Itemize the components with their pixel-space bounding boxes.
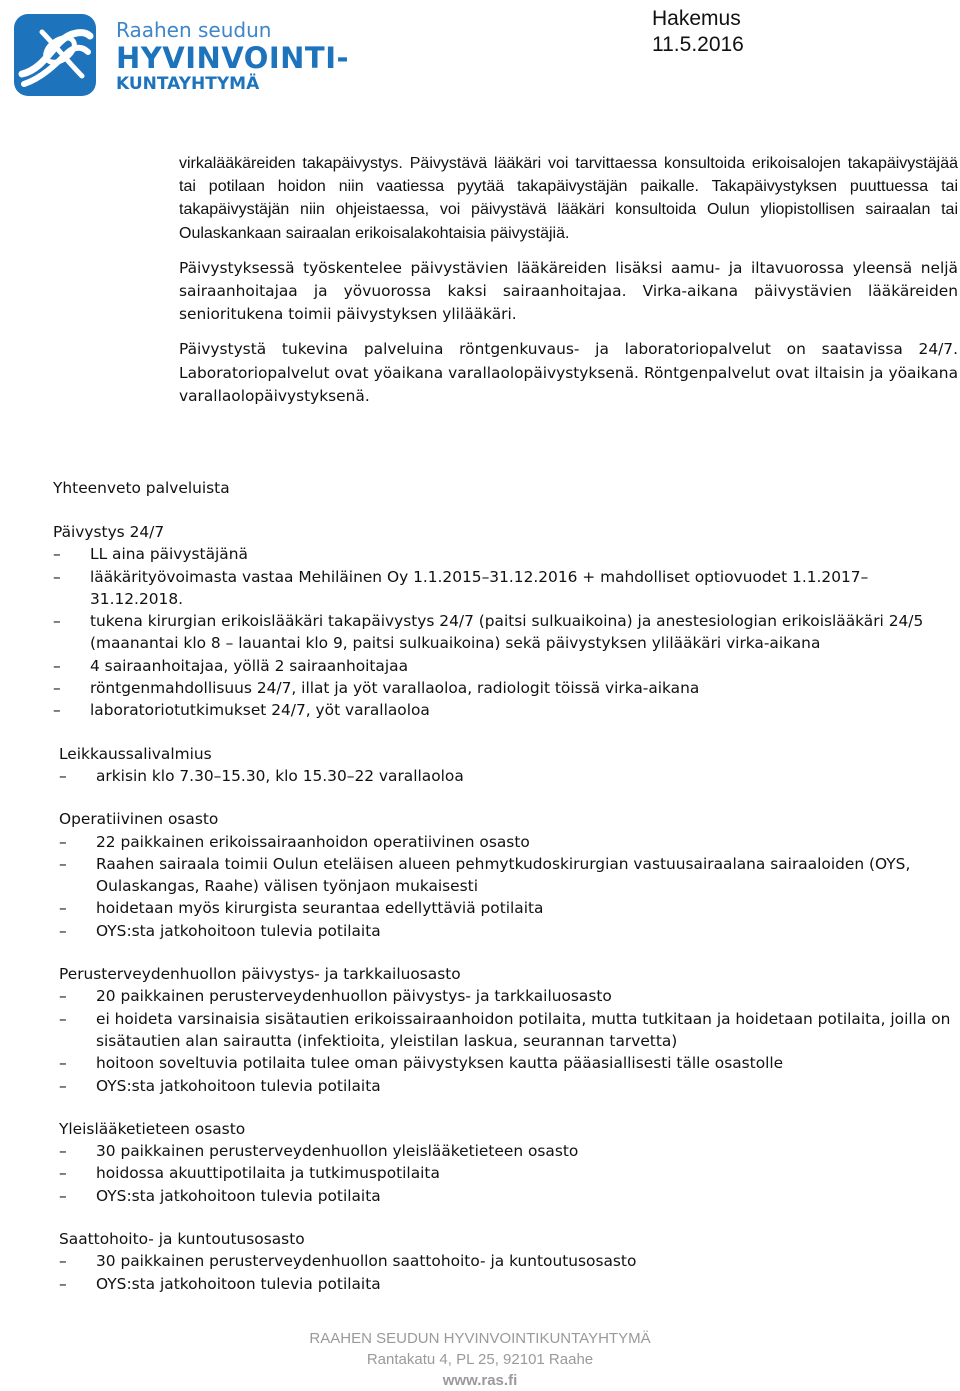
list-item (59, 831, 958, 853)
intro-text (179, 152, 958, 420)
logo-line-3: KUNTAYHTYMÄ (116, 74, 260, 94)
list-item (53, 543, 958, 565)
list-item (59, 1008, 958, 1053)
logo-line-1: Raahen seudun (116, 18, 272, 42)
section-leikkaussalivalmius (59, 743, 958, 788)
list-item (59, 985, 958, 1007)
footer-address: Rantakatu 4, PL 25, 92101 Raahe (366, 1351, 594, 1368)
list-item (59, 1185, 958, 1207)
section-paivystys-ja-tarkkailuosasto (59, 963, 958, 1097)
document-type: Hakemus (652, 7, 741, 30)
section-paivystys (53, 521, 958, 722)
list-item (59, 1052, 958, 1074)
dash-bullet: – (53, 679, 61, 698)
intro-paragraph-2: Päivystyksessä työskentelee päivystävien lääkäreiden lisäksi aamu- ja iltavuorossa yleensä neljä sairaanhoitajaa ja yövuorossa kaksi sairaanhoitajaa. Virka-aikana päivystävien lääkäreiden senioritukena toimii päivystyksen ylilääkäri. (179, 258, 958, 324)
list-item-text: tukena kirurgian erikoislääkäri takapäivystys 24/7 (paitsi sulkuaikoina) ja anestesiologian erikoislääkäri 24/5 (maanantai klo 8 – lauantai klo 9, paitsi sulkuaikoina) sekä päivystyksen ylilääkäri virka-aikana (90, 612, 924, 653)
dash-bullet: – (59, 921, 67, 940)
list-item (53, 655, 958, 677)
list-item (59, 1273, 958, 1295)
list-item-text: arkisin klo 7.30–15.30, klo 15.30–22 varallaoloa (96, 766, 464, 785)
dash-bullet: – (59, 1186, 67, 1205)
footer-organization: RAAHEN SEUDUN HYVINVOINTIKUNTAYHTYMÄ (309, 1330, 651, 1347)
section-title: Yleislääketieteen osasto (59, 1119, 246, 1138)
list-item (59, 853, 958, 898)
list-item-text: 22 paikkainen erikoissairaanhoidon operatiivinen osasto (96, 832, 530, 851)
dash-bullet: – (59, 766, 67, 785)
list-item-text: 4 sairaanhoitajaa, yöllä 2 sairaanhoitajaa (90, 656, 408, 675)
dash-bullet: – (53, 567, 61, 586)
dash-bullet: – (59, 1076, 67, 1095)
dash-bullet: – (59, 1009, 67, 1028)
section-saattohoito-ja-kuntoutusosasto (59, 1228, 958, 1295)
logo-line-2: HYVINVOINTI- (116, 41, 350, 75)
services-summary (53, 477, 958, 1316)
section-list (59, 831, 958, 942)
list-item-text: hoidossa akuuttipotilaita ja tutkimuspotilaita (96, 1164, 440, 1183)
list-item-text: ei hoideta varsinaisia sisätautien erikoissairaanhoidon potilaita, mutta tutkitaan ja hoidetaan potilaita, joilla on sisätautien alan sairautta (infektioita, yleistilan laskua, seurannan tarvetta) (96, 1009, 951, 1050)
section-list (59, 1140, 958, 1207)
list-item-text: 30 paikkainen perusterveydenhuollon yleislääketieteen osasto (96, 1142, 579, 1161)
list-item-text: LL aina päivystäjänä (90, 545, 248, 564)
section-title: Leikkaussalivalmius (59, 744, 212, 763)
organization-logo (12, 12, 350, 100)
list-item (59, 1250, 958, 1272)
list-item (59, 1075, 958, 1097)
dash-bullet: – (59, 832, 67, 851)
list-item-text: laboratoriotutkimukset 24/7, yöt varallaoloa (90, 701, 430, 720)
list-item (53, 677, 958, 699)
dash-bullet: – (59, 899, 67, 918)
section-title: Operatiivinen osasto (59, 810, 219, 829)
dash-bullet: – (59, 1274, 67, 1293)
list-item-text: Raahen sairaala toimii Oulun eteläisen alueen pehmytkudoskirurgian vastuusairaalana sairaaloiden (OYS, Oulaskangas, Raahe) välisen työnjaon mukaisesti (96, 854, 911, 896)
section-title: Perusterveydenhuollon päivystys- ja tarkkailuosasto (59, 965, 461, 984)
document-date: 11.5.2016 (652, 33, 744, 56)
footer-website: www.ras.fi (442, 1372, 518, 1389)
dash-bullet: – (59, 854, 67, 873)
list-item (59, 1162, 958, 1184)
section-title: Saattohoito- ja kuntoutusosasto (59, 1230, 305, 1249)
section-operatiivinen-osasto (59, 808, 958, 942)
dash-bullet: – (59, 1164, 67, 1183)
list-item-text: OYS:sta jatkohoitoon tulevia potilaita (96, 1076, 381, 1095)
intro-paragraph-1: virkalääkäreiden takapäivystys. Päivystävä lääkäri voi tarvittaessa konsultoida erikoisalojen takapäivystäjää tai potilaan hoidon niin vaatiessa pyytää takapäivystäjän paikalle. Takapäivystyksen puuttuessa tai takapäivystäjän niin ohjeistaessa, voi päivystävä lääkäri konsultoida Oulun yliopistollisen sairaalan tai Oulaskankaan sairaalan erikoisalakohtaisia päivystäjiä. (179, 155, 958, 242)
list-item-text: lääkärityövoimasta vastaa Mehiläinen Oy 1.1.2015–31.12.2016 + mahdolliset optiovuodet 1.1.2017–31.12.2018. (90, 567, 869, 608)
summary-title: Yhteenveto palveluista (53, 479, 230, 497)
section-list (59, 985, 958, 1096)
dash-bullet: – (59, 1252, 67, 1271)
intro-paragraph-3: Päivystystä tukevina palveluina röntgenkuvaus- ja laboratoriopalvelut on saatavissa 24/7. Laboratoriopalvelut ovat yöaikana varallaolopäivystyksenä. Röntgenpalvelut ovat iltaisin ja yöaikana varallaolopäivystyksenä. (179, 340, 958, 405)
list-item-text: OYS:sta jatkohoitoon tulevia potilaita (96, 921, 381, 940)
dash-bullet: – (53, 656, 61, 675)
section-list (59, 765, 958, 787)
page-footer (0, 1328, 960, 1391)
list-item (59, 1140, 958, 1162)
dash-bullet: – (59, 1054, 67, 1073)
dash-bullet: – (53, 545, 61, 564)
section-list (59, 1250, 958, 1295)
list-item-text: OYS:sta jatkohoitoon tulevia potilaita (96, 1274, 381, 1293)
dash-bullet: – (53, 701, 61, 720)
list-item-text: hoitoon soveltuvia potilaita tulee oman päivystyksen kautta pääasiallisesti tälle osastolle (96, 1054, 784, 1073)
list-item (53, 566, 958, 611)
section-title: Päivystys 24/7 (53, 523, 165, 541)
list-item (59, 897, 958, 919)
list-item (53, 699, 958, 721)
list-item (59, 765, 958, 787)
dash-bullet: – (59, 987, 67, 1006)
list-item-text: hoidetaan myös kirurgista seurantaa edellyttäviä potilaita (96, 899, 544, 918)
list-item-text: 20 paikkainen perusterveydenhuollon päivystys- ja tarkkailuosasto (96, 987, 612, 1006)
list-item-text: 30 paikkainen perusterveydenhuollon saattohoito- ja kuntoutusosasto (96, 1252, 637, 1271)
list-item (59, 920, 958, 942)
dash-bullet: – (53, 612, 61, 631)
list-item (53, 610, 958, 655)
knot-logo-icon (12, 12, 98, 98)
dash-bullet: – (59, 1142, 67, 1161)
logo-wordmark (116, 18, 349, 94)
list-item-text: röntgenmahdollisuus 24/7, illat ja yöt varallaoloa, radiologit töissä virka-aikana (90, 679, 700, 698)
section-list (53, 543, 958, 721)
list-item-text: OYS:sta jatkohoitoon tulevia potilaita (96, 1186, 381, 1205)
section-yleislaaketieteen-osasto (59, 1118, 958, 1207)
